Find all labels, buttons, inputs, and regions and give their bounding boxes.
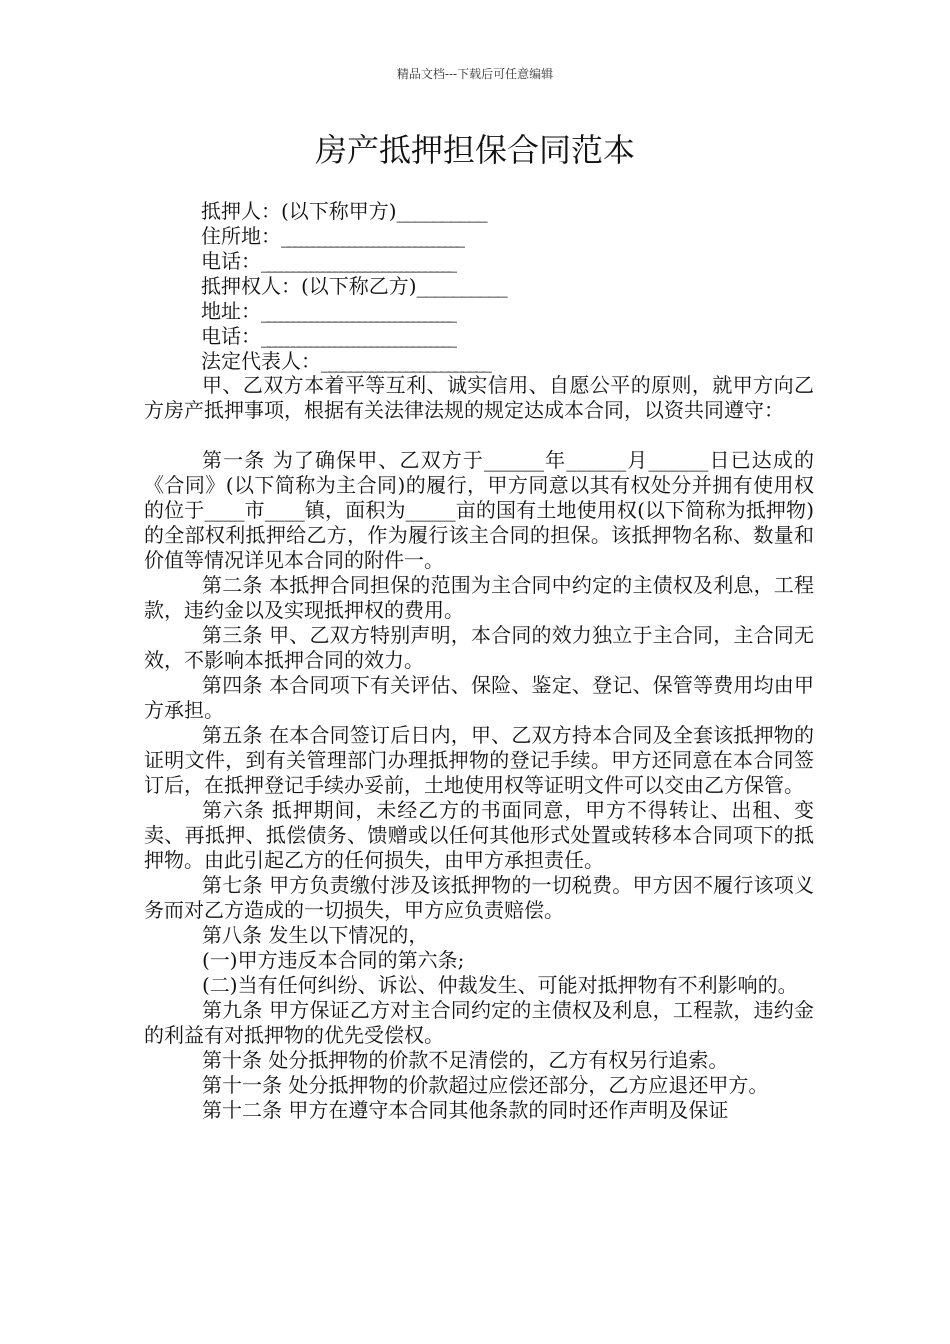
party-info-fields xyxy=(201,199,601,374)
field-blank: ________________________________ xyxy=(261,299,453,323)
field-blank: ________________________ xyxy=(321,349,489,373)
field-blank: __________ xyxy=(396,199,487,223)
article-8: 第八条 发生以下情况的， xyxy=(202,923,429,947)
field-mortgagor xyxy=(201,199,601,224)
article-2: 第二条 本抵押合同担保的范围为主合同中约定的主债权及利息，工程款，违约金以及实现抵押权的费用。 xyxy=(144,573,814,622)
field-blank: __________ xyxy=(416,274,507,298)
contract-body xyxy=(144,373,814,1123)
field-phone-b xyxy=(201,324,601,349)
article-5: 第五条 在本合同签订后日内，甲、乙双方持本合同及全套该抵押物的证明文件，到有关管理部门办理抵押物的登记手续。甲方还同意在本合同签订后，在抵押登记手续办妥前，土地使用权等证明文件可以交由乙方保管。 xyxy=(144,723,814,797)
document-title: 房产抵押担保合同范本 xyxy=(314,131,635,169)
article-1: 第一条 为了确保甲、乙双方于______年______月______日已达成的《合同》(以下简称为主合同)的履行，甲方同意以其有权处分并拥有使用权的位于____市____镇，面积为_____亩的国有土地使用权(以下简称为抵押物)的全部权利抵押给乙方，作为履行该主合同的担保。该抵押物名称、数量和价值等情况详见本合同的附件一。 xyxy=(144,448,814,572)
field-label: 住所地： xyxy=(201,224,281,248)
field-blank: ________________________________ xyxy=(261,249,453,273)
field-phone-a xyxy=(201,249,601,274)
field-label: 电话： xyxy=(201,324,261,348)
article-10: 第十条 处分抵押物的价款不足清偿的，乙方有权另行追索。 xyxy=(202,1048,729,1072)
field-label: 法定代表人： xyxy=(201,349,321,373)
field-legal-representative xyxy=(201,349,601,374)
article-9: 第九条 甲方保证乙方对主合同约定的主债权及利息，工程款，违约金的利益有对抵押物的优先受偿权。 xyxy=(144,998,814,1047)
field-label: 地址： xyxy=(201,299,261,323)
field-blank: ______________________________ xyxy=(281,224,461,248)
header-note: 精品文档---下载后可任意编辑 xyxy=(396,67,554,81)
field-blank: ________________________________ xyxy=(261,324,453,348)
article-3: 第三条 甲、乙双方特别声明，本合同的效力独立于主合同，主合同无效，不影响本抵押合同的效力。 xyxy=(144,623,814,672)
field-label: 电话： xyxy=(201,249,261,273)
article-8-item-2: (二)当有任何纠纷、诉讼、仲裁发生、可能对抵押物有不利影响的。 xyxy=(202,973,798,997)
field-address xyxy=(201,299,601,324)
article-11: 第十一条 处分抵押物的价款超过应偿还部分，乙方应退还甲方。 xyxy=(202,1073,769,1097)
field-label: 抵押人：(以下称甲方) xyxy=(201,199,397,223)
field-label: 抵押权人：(以下称乙方) xyxy=(201,274,417,298)
field-mortgagee xyxy=(201,274,601,299)
article-4: 第四条 本合同项下有关评估、保险、鉴定、登记、保管等费用均由甲方承担。 xyxy=(144,673,814,722)
article-8-item-1: (一)甲方违反本合同的第六条; xyxy=(202,948,465,972)
preamble-paragraph: 甲、乙双方本着平等互利、诚实信用、自愿公平的原则，就甲方向乙方房产抵押事项，根据有关法律法规的规定达成本合同，以资共同遵守： xyxy=(144,373,814,422)
article-12: 第十二条 甲方在遵守本合同其他条款的同时还作声明及保证 xyxy=(202,1098,729,1122)
article-7: 第七条 甲方负责缴付涉及该抵押物的一切税费。甲方因不履行该项义务而对乙方造成的一切损失，甲方应负责赔偿。 xyxy=(144,873,814,922)
article-6: 第六条 抵押期间，未经乙方的书面同意，甲方不得转让、出租、变卖、再抵押、抵偿债务、馈赠或以任何其他形式处置或转移本合同项下的抵押物。由此引起乙方的任何损失，由甲方承担责任。 xyxy=(144,798,814,872)
field-residence xyxy=(201,224,601,249)
